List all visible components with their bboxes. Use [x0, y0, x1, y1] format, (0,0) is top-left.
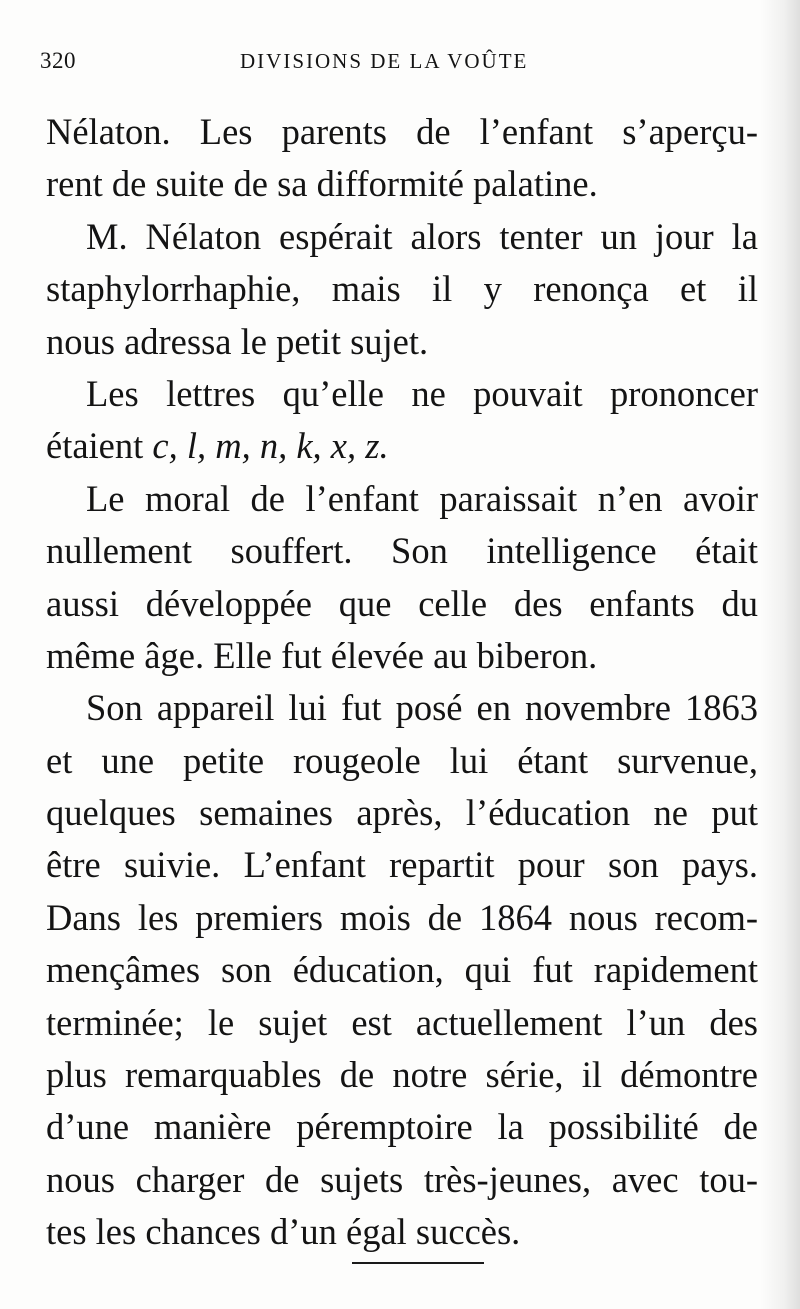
text-line: tes les chances d’un égal succès. [46, 1211, 521, 1253]
text-line: et une petite rougeole lui étant survenue, [46, 739, 758, 781]
text-line: mençâmes son éducation, qui fut rapidement [46, 949, 758, 991]
page-number: 320 [40, 48, 76, 73]
binding-shadow [760, 0, 800, 1309]
text-line: M. Nélaton espérait alors tenter un jour la [86, 215, 758, 257]
text-line: Dans les premiers mois de 1864 nous recom- [46, 896, 758, 938]
text-line: staphylorrhaphie, mais il y renonça et il [46, 268, 758, 310]
text-line: d’une manière péremptoire la possibilité de [46, 1106, 758, 1148]
running-title: DIVISIONS DE LA VOÛTE [240, 49, 529, 73]
text-line: quelques semaines après, l’éducation ne put [46, 792, 758, 834]
body-text [46, 106, 758, 1259]
text-line: nullement souffert. Son intelligence était [46, 530, 758, 572]
text-line: nous charger de sujets très-jeunes, avec tou- [46, 1158, 758, 1200]
end-rule [352, 1262, 484, 1264]
text-line: Le moral de l’enfant paraissait n’en avoir [86, 477, 758, 519]
text-line: même âge. Elle fut élevée au biberon. [46, 634, 598, 676]
text-line: nous adressa le petit sujet. [46, 320, 429, 362]
text-line: Son appareil lui fut posé en novembre 1863 [86, 687, 758, 729]
text-line: aussi développée que celle des enfants du [46, 582, 758, 624]
text-line: rent de suite de sa difformité palatine. [46, 163, 598, 205]
text-line: terminée; le sujet est actuellement l’un des [46, 1001, 758, 1043]
running-head [40, 48, 760, 84]
text-line: plus remarquables de notre série, il démontre [46, 1054, 758, 1096]
text-line: Les lettres qu’elle ne pouvait prononcer [86, 372, 758, 414]
text-line: Nélaton. Les parents de l’enfant s’aperçu- [46, 111, 758, 152]
text-line: être suivie. L’enfant repartit pour son pays. [46, 844, 758, 886]
text-line: étaient c, l, m, n, k, x, z. [46, 425, 389, 467]
